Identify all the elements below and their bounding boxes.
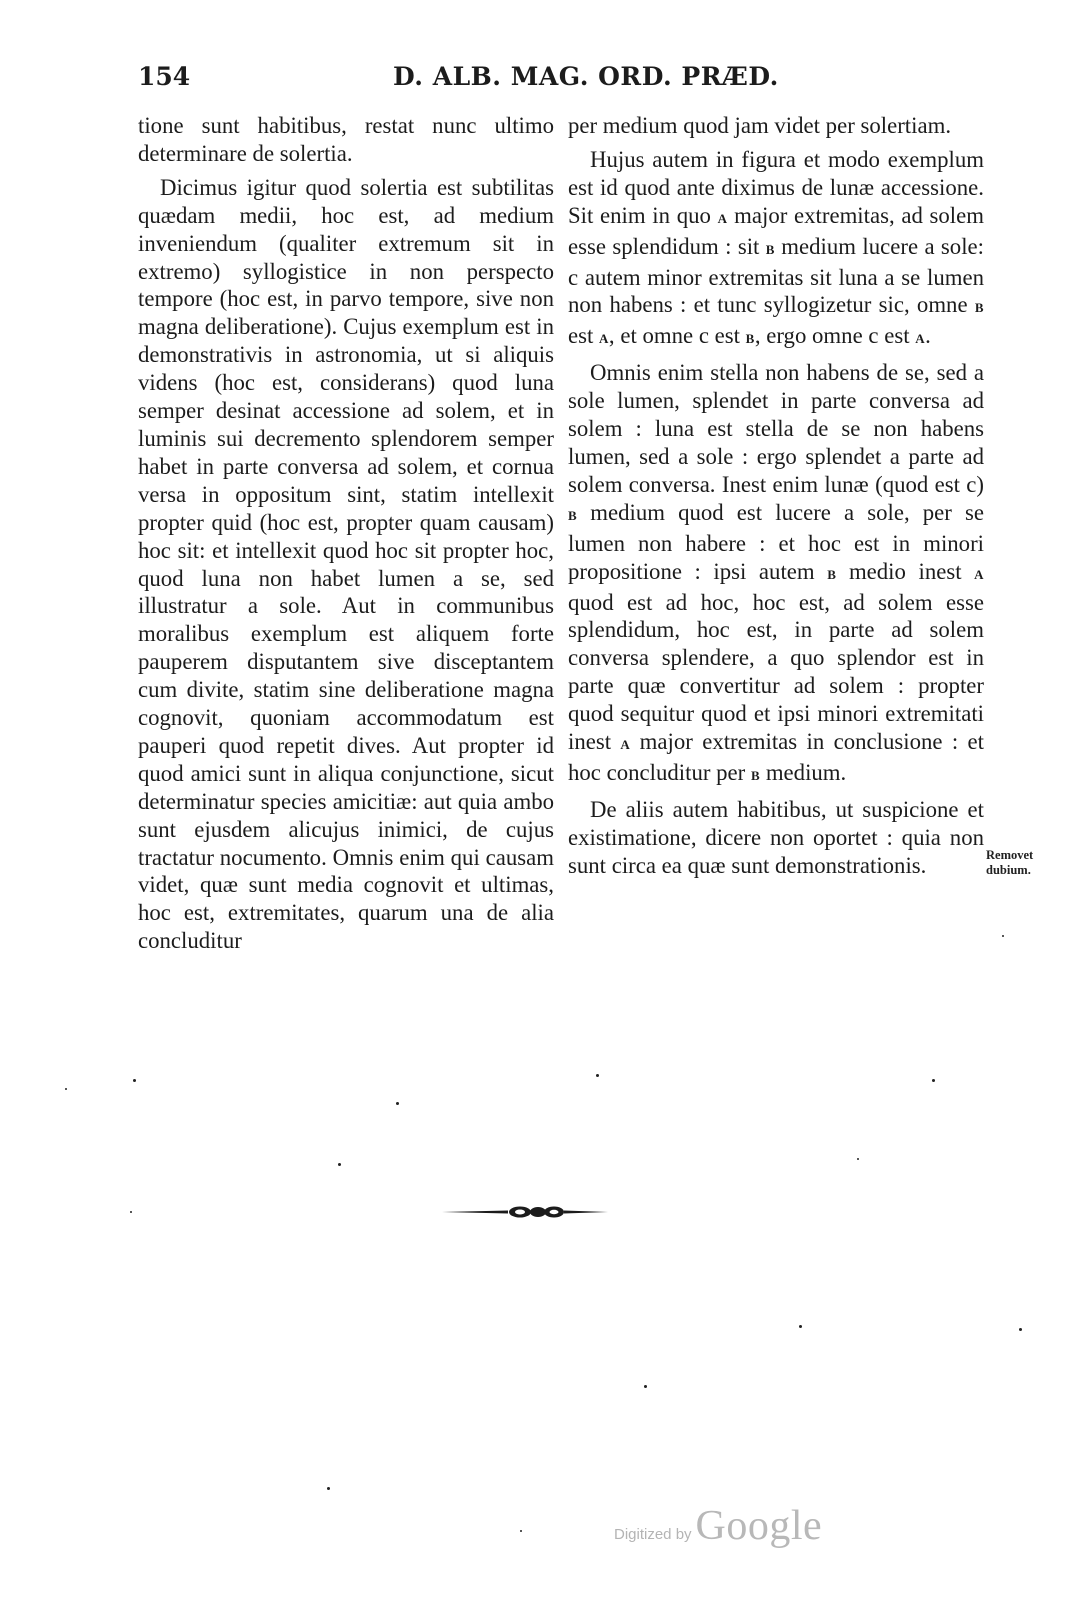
speck: [799, 1325, 802, 1328]
speck: [65, 1088, 67, 1090]
speck: [857, 1158, 859, 1160]
marginal-note-line: dubium.: [986, 863, 1031, 877]
right-paragraph-2: [568, 146, 984, 353]
letter-b: B: [745, 331, 755, 347]
speck: [1019, 1328, 1022, 1331]
left-paragraph-2: Dicimus igitur quod solertia est subtilitas quædam medii, hoc est, ad medium inveniendum (qualiter extremum sit in extremo) syllogistice in non perspecto tempore (hoc est, in parvo tempore, sive non magna deliberatione). Cujus exemplum est in demonstrativis in astronomia, ut si aliquis videns (hoc est, considerans) quod luna semper desinat accessione ad solem, et in luminis sui decremento splendorem semper habet in parte conversa ad solem, et cornua versa in oppositum sint, statim intellexit propter quid (hoc est, propter quam causam) hoc sit: et intellexit quod hoc sit propter hoc, quod luna non habet lumen a se, sed illustratur a sole. Aut in communibus moralibus exemplum est aliquem forte pauperem disputantem sive disceptantem cum divite, statim sine deliberatione magna cognovit, quoniam accommodatum est pauperi quod repetit dives. Aut propter id quod amici sunt in aliqua conjunctione, sicut determinatur species amicitiæ: aut quia ambo sunt ejusdem alicujus inimici, de cujus tractatur nocumento. Omnis enim qui causam videt, quæ sunt media cognovit et ultimas, hoc est, extremitates, quarum una de alia concluditur: [138, 174, 554, 954]
letter-a: A: [599, 331, 609, 347]
tailpiece-ornament-icon: [440, 1202, 610, 1222]
page-header: [138, 62, 978, 98]
left-paragraph-1: tione sunt habitibus, restat nunc ultimo determinare de solertia.: [138, 113, 554, 166]
speck: [133, 1079, 136, 1082]
text-run: major extremitas, ad solem esse splendidum : sit: [568, 202, 984, 259]
digitized-by-label: Digitized by: [614, 1526, 692, 1543]
letter-b: B: [765, 241, 775, 257]
text-run: quod est ad hoc, hoc est, ad solem esse splendidum, hoc est, in parte ad solem conversa splendere, a quo splendor est in parte quæ convertitur ad solem : propter quod sequitur quod et ipsi minori extremitati inest: [568, 589, 984, 755]
letter-a: A: [915, 331, 926, 347]
right-paragraph-4: De aliis autem habitibus, ut suspicione et existimatione, dicere non oportet : quia non sunt circa ea quæ sunt demonstrationis.: [568, 796, 984, 878]
speck: [338, 1163, 341, 1166]
speck: [396, 1102, 399, 1105]
letter-a: A: [620, 737, 631, 753]
marginal-note: [986, 848, 1066, 878]
text-run: Hujus autem in figura et modo exemplum est id quod ante diximus de lunæ accessione. Sit enim in quo: [568, 146, 984, 228]
letter-b: B: [974, 300, 984, 316]
letter-a: A: [717, 210, 728, 226]
letter-a: A: [974, 566, 984, 582]
text-run: medium quod est lucere a sole, per se lumen non habere : et hoc est in minori propositione : ipsi autem: [568, 499, 984, 584]
speck: [644, 1385, 647, 1388]
text-run: Omnis enim stella non habens de se, sed a sole lumen, splendet in parte conversa ad solem : luna est stella de se non habens lumen, sed a sole : ergo splendet a parte ad solem conversa. Inest enim lunæ (quod est c): [568, 360, 984, 497]
text-run: est: [568, 323, 594, 349]
text-run: major extremitas in conclusione : et hoc concluditur per: [568, 729, 984, 785]
running-title: D. ALB. MAG. ORD. PRÆD.: [393, 62, 779, 91]
marginal-note-line: Removet: [986, 848, 1034, 862]
right-paragraph-3: [568, 359, 984, 790]
text-run: , ergo omne c est: [754, 323, 910, 349]
page-number: 154: [138, 62, 191, 91]
letter-b: B: [827, 566, 837, 582]
right-column: [568, 112, 984, 886]
speck: [596, 1074, 599, 1077]
speck: [327, 1487, 330, 1490]
text-run: medium.: [765, 759, 847, 785]
text-run: , et omne c est: [608, 323, 740, 349]
speck: [130, 1211, 132, 1213]
text-run: .: [925, 323, 931, 349]
digitized-by-google-watermark: [614, 1502, 822, 1550]
right-paragraph-1: per medium quod jam videt per solertiam.: [568, 113, 952, 138]
speck: [932, 1079, 935, 1082]
letter-b: B: [568, 507, 578, 523]
speck: [1002, 935, 1004, 937]
letter-b: B: [750, 767, 761, 783]
speck: [520, 1530, 522, 1532]
text-run: medio inest: [848, 558, 962, 584]
left-column: [138, 112, 554, 961]
text-run: medium lucere a sole: c autem minor extremitas sit luna a se lumen non habens : et tunc syllogizetur sic, omne: [568, 233, 984, 318]
google-logo: Google: [695, 1503, 823, 1549]
